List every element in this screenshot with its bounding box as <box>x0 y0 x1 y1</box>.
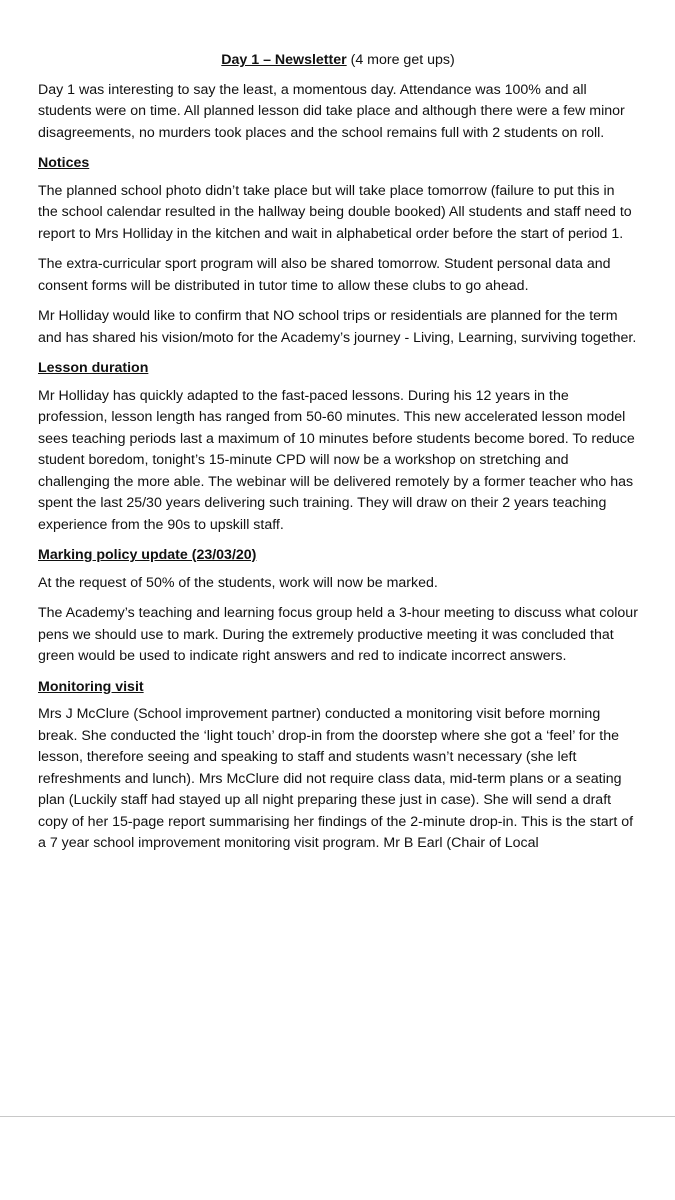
section-monitoring-visit <box>38 677 638 855</box>
marking-policy-heading: Marking policy update (23/03/20) <box>38 547 257 563</box>
marking-policy-paragraph-1: At the request of 50% of the students, work will now be marked. <box>38 574 438 591</box>
title-suffix: (4 more get ups) <box>346 52 455 68</box>
marking-policy-paragraph-2: The Academy’s teaching and learning focus group held a 3-hour meeting to discuss what colour pens we should use to mark. During the extremely productive meeting it was concluded that green would be used to indicate right answers and red to indicate incorrect answers. <box>38 605 638 664</box>
blank-bottom-area <box>0 1117 675 1200</box>
newsletter-title <box>38 50 638 72</box>
lesson-duration-heading: Lesson duration <box>38 360 149 376</box>
monitoring-visit-paragraph-1: Mrs J McClure (School improvement partner) conducted a monitoring visit before morning break. She conducted the ‘light touch’ drop-in from the doorstep where she got a ‘feel’ for the lesson, therefore seeing and speaking to staff and students wasn’t necessary (she left refreshments and lunch). Mrs McClure did not require class data, mid-term plans or a seating plan (Luckily staff had stayed up all night preparing these just in case). She will send a draft copy of her 15-page report summarising her findings of the 2-minute drop-in. This is the start of a 7 year school improvement monitoring visit program. Mr B Earl (Chair of Local <box>38 706 634 851</box>
section-lesson-duration <box>38 358 638 536</box>
intro-paragraph: Day 1 was interesting to say the least, a momentous day. Attendance was 100% and all students were on time. All planned lesson did take place and although there were a few minor disagreements, no murders took places and the school remains full with 2 students on roll. <box>38 81 625 141</box>
notices-paragraph-1: The planned school photo didn’t take place but will take place tomorrow (failure to put this in the school calendar resulted in the hallway being double booked) All students and staff need to report to Mrs Holliday in the kitchen and wait in alphabetical order before the start of period 1. <box>38 182 632 242</box>
lesson-duration-paragraph-1: Mr Holliday has quickly adapted to the fast-paced lessons. During his 12 years in the profession, lesson length has ranged from 50-60 minutes. This new accelerated lesson model sees teaching periods last a maximum of 10 minutes before students become bored. To reduce student boredom, tonight’s 15-minute CPD will now be a workshop on stretching and challenging the more able. The webinar will be delivered remotely by a former teacher who has spent the last 25/30 years delivering such training. They will draw on their 2 years teaching experience from the 90s to upskill staff. <box>38 387 635 533</box>
title-main: Day 1 – Newsletter <box>221 52 347 68</box>
section-notices <box>38 153 638 349</box>
notices-heading: Notices <box>38 155 90 171</box>
notices-paragraph-2: The extra-curricular sport program will also be shared tomorrow. Student personal data and consent forms will be distributed in tutor time to allow these clubs to go ahead. <box>38 256 611 294</box>
notices-paragraph-3: Mr Holliday would like to confirm that NO school trips or residentials are planned for the term and has shared his vision/moto for the Academy’s journey - Living, Learning, surviving together. <box>38 308 637 346</box>
section-marking-policy <box>38 545 638 668</box>
monitoring-visit-heading: Monitoring visit <box>38 678 144 695</box>
newsletter-body <box>38 50 638 864</box>
